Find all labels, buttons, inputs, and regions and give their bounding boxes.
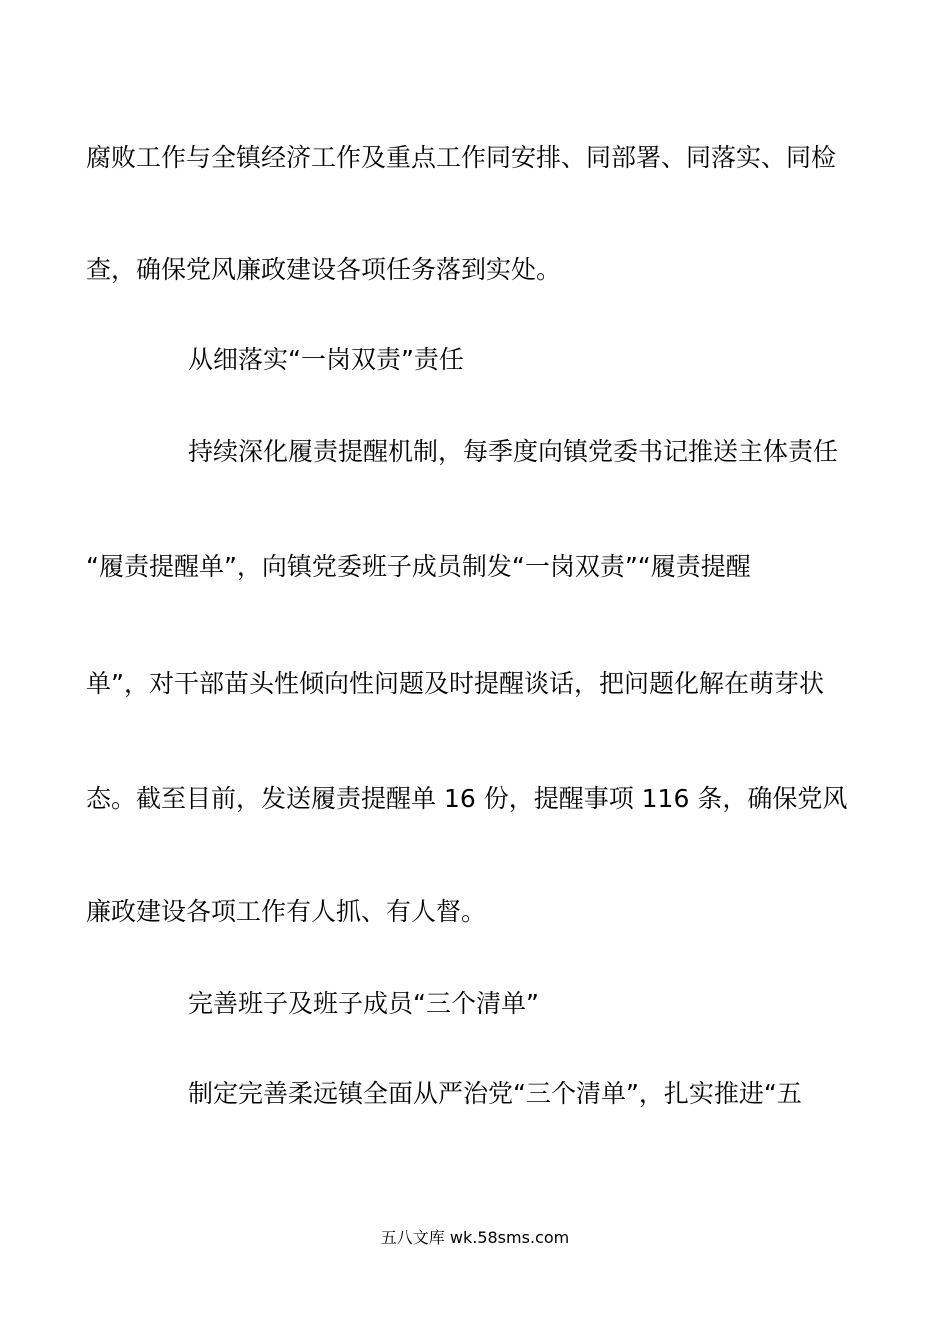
paragraph-line: 单”，对干部苗头性倾向性问题及时提醒谈话，把问题化解在萌芽状: [86, 669, 824, 698]
paragraph-line: 廉政建设各项工作有人抓、有人督。: [86, 897, 487, 926]
footer-watermark: 五八文库 wk.58sms.com: [380, 1228, 570, 1247]
section-heading: 从细落实“一岗双责”责任: [188, 345, 464, 374]
paragraph-line: “履责提醒单”，向镇党委班子成员制发“一岗双责”“履责提醒: [86, 552, 751, 581]
paragraph-line: 查，确保党风廉政建设各项任务落到实处。: [86, 255, 562, 284]
paragraph-line: 腐败工作与全镇经济工作及重点工作同安排、同部署、同落实、同检: [86, 143, 837, 172]
paragraph-line: 制定完善柔远镇全面从严治党“三个清单”，扎实推进“五: [188, 1079, 802, 1108]
paragraph-line: 态。截至目前，发送履责提醒单 16 份，提醒事项 116 条，确保党风: [86, 784, 848, 813]
section-heading: 完善班子及班子成员“三个清单”: [188, 989, 539, 1018]
paragraph-line: 持续深化履责提醒机制，每季度向镇党委书记推送主体责任: [188, 437, 839, 466]
